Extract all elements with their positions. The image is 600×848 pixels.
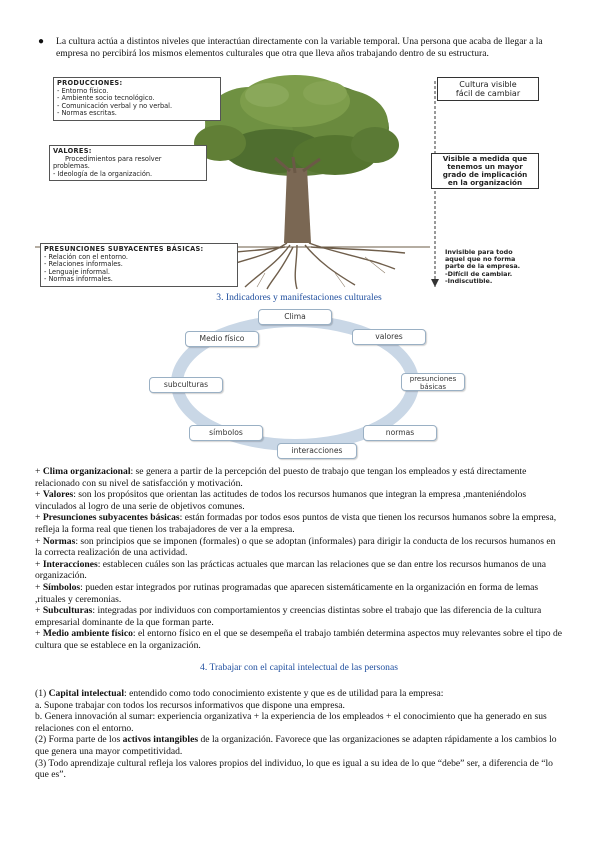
node-presunciones: presunciones básicas [401,373,465,391]
presunciones-line: - Relaciones informales. [44,260,123,269]
presunciones-line: - Normas informales. [44,275,113,284]
definition-text: : están formadas por todos esos puntos de vista que tienen los recursos humanos sobre la empresa, refleja la forma real que tienen los trabajadores de ver a la empresa. [35,512,557,535]
invisible-line: -Indiscutible. [445,276,493,285]
item-a: a. Supone trabajar con todos los recursos informativos que dispone una empresa. [35,699,345,711]
producciones-box [53,77,221,121]
visible-culture-line: Cultura visible [459,80,517,89]
section-4-heading: 4. Trabajar con el capital intelectual de las personas [200,662,398,673]
definition-text: : son los propósitos que orientan las actitudes de todos los recursos humanos que integran la empresa ,manteniéndolos vinculados al logro de una serie de objetivos comunes. [35,489,527,512]
visible-culture-box [437,77,539,101]
definition-item: + Interacciones: establecen cuáles son las prácticas actuales que marcan las relaciones que se dan entre los recursos humanos de una organización. [35,558,547,582]
invisible-line: aquel que no forma [445,255,516,264]
producciones-line: - Comunicación verbal y no verbal. [57,101,173,110]
presunciones-box [40,243,238,287]
definition-text: : el entorno físico en el que se desempeña el trabajo también determina aspectos muy relevantes sobre el tipo de cultura que se establece en la organización. [35,628,563,651]
presunciones-title: PRESUNCIONES SUBYACENTES BÁSICAS: [44,245,204,253]
definition-term: Valores [42,489,74,501]
implication-box [431,153,539,189]
node-clima: Clima [258,309,332,325]
definition-item: + Valores: son los propósitos que orientan las actitudes de todos los recursos humanos que integran la empresa ,manteniéndolos vinculados al logro de una serie de objetivos comunes. [35,489,527,512]
item-b: b. Genera innovación al sumar: experiencia organizativa + la experiencia de los empleados + el conocimiento que ha generado en sus relaciones con el entorno. [35,711,547,734]
producciones-line: - Normas escritas. [57,109,117,118]
node-medio-fisico: Medio físico [185,331,259,347]
definition-term: Medio ambiente físico [42,628,133,640]
node-subculturas: subculturas [149,377,223,393]
paragraph-1: (1) Capital intelectual: entendido como todo conocimiento existente y que es de utilidad para la empresa: [35,688,444,699]
intro-bullet-paragraph [38,36,556,59]
presunciones-line: - Lenguaje informal. [44,267,111,276]
definition-text: : pueden estar integrados por rutinas programadas que aparecen sistemáticamente en la organización en forma de lemas ,rituales y ceremonias. [35,581,539,605]
term-capital-intelectual: Capital intelectual [48,688,125,699]
definition-term: Interacciones [42,558,98,570]
section-4-body [35,688,563,781]
producciones-line: - Ambiente socio tecnológico. [57,94,155,103]
node-valores: valores [352,329,426,345]
definition-term: Presunciones subyacentes básicas [42,512,180,524]
valores-box [49,145,207,181]
invisible-line: -Difícil de cambiar. [445,269,513,278]
valores-title: VALORES: [53,147,92,155]
node-simbolos: símbolos [189,425,263,441]
arrow-head [431,279,439,287]
definition-text: : se genera a partir de la percepción del puesto de trabajo que tengan los empleados y está directamente relacionado con su nivel de satisfacción y motivación. [35,466,527,489]
definition-item: + Normas: son principios que se imponen (formales) o que se adoptan (informales) para dirigir la conducta de los recursos humanos en la correcta realización de una actividad. [35,535,556,559]
invisible-line: Invisible para todo [445,248,513,256]
definitions-list [35,466,563,652]
definition-term: Clima organizacional [42,466,131,477]
tree-trunk [284,168,311,243]
definition-term: Normas [42,535,76,547]
valores-line: Procedimientos para resolver [65,154,162,163]
producciones-title: PRODUCCIONES: [57,79,123,87]
implication-line: en la organización [447,178,523,187]
presunciones-line: - Relación con el entorno. [44,252,129,261]
bullet-icon: ● [38,36,45,47]
definition-item: + Subculturas: integradas por individuos con comportamientos y creencias distintas sobre el trabajo que las diferencia de la cultura empresarial dominante de la que forman parte. [35,605,542,628]
section-3-heading: 3. Indicadores y manifestaciones culturales [216,292,382,303]
producciones-line: - Entorno físico. [57,86,109,95]
valores-line: - Ideología de la organización. [53,169,153,178]
definition-term: Símbolos [42,581,81,593]
definition-term: Subculturas [42,605,93,617]
valores-line: problemas. [53,162,90,171]
intro-text: La cultura actúa a distintos niveles que interactúan directamente con la variable temporal. Una persona que acaba de llegar a la empresa no percibirá los mismos elementos culturales que otra que lleva años trabajando dentro de su estructura. [56,36,543,59]
paragraph-2: (2) Forma parte de los activos intangibles de la organización. Favorece que las organizaciones se adapten rápidamente a los cambios lo que genera una mayor competitividad. [35,734,557,757]
visible-culture-line: fácil de cambiar [455,89,521,98]
definition-item: + Presunciones subyacentes básicas: están formadas por todos esos puntos de vista que tienen los recursos humanos sobre la empresa, refleja la forma real que tienen los trabajadores de ver a la empresa. [35,512,557,535]
implication-line: tenemos un mayor [447,162,523,171]
definition-text: : son principios que se imponen (formales) o que se adoptan (informales) para dirigir la conducta de los recursos humanos en la correcta realización de una actividad. [35,535,556,559]
definition-item: + Medio ambiente físico: el entorno físico en el que se desempeña el trabajo también determina aspectos muy relevantes sobre el tipo de cultura que se establece en la organización. [35,628,563,651]
node-interacciones: interacciones [277,443,357,459]
implication-line: Visible a medida que [442,154,528,163]
node-normas: normas [363,425,437,441]
tree-canopy [194,75,399,176]
cultural-indicators-cycle [145,305,457,460]
definition-item: + Símbolos: pueden estar integrados por rutinas programadas que aparecen sistemáticamente en la organización en forma de lemas ,rituales y ceremonias. [35,581,539,605]
invisible-line: parte de la empresa. [445,262,521,271]
implication-line: grado de implicación [442,170,528,179]
term-activos-intangibles: activos intangibles [122,734,199,746]
definition-item: + Clima organizacional: se genera a partir de la percepción del puesto de trabajo que tengan los empleados y está directamente relacionado con su nivel de satisfacción y motivación. [35,466,527,489]
paragraph-3: (3) Todo aprendizaje cultural refleja los valores propios del individuo, lo que es igual a su idea de lo que “debe” ser, a diferencia de “lo que es”. [35,757,553,781]
invisible-text [445,249,543,285]
definition-text: : establecen cuáles son las prácticas actuales que marcan las relaciones que se dan entre los recursos humanos de una organización. [35,558,547,582]
definition-text: : integradas por individuos con comportamientos y creencias distintas sobre el trabajo que las diferencia de la cultura empresarial dominante de la que forman parte. [35,605,542,628]
culture-tree-figure [35,73,545,290]
